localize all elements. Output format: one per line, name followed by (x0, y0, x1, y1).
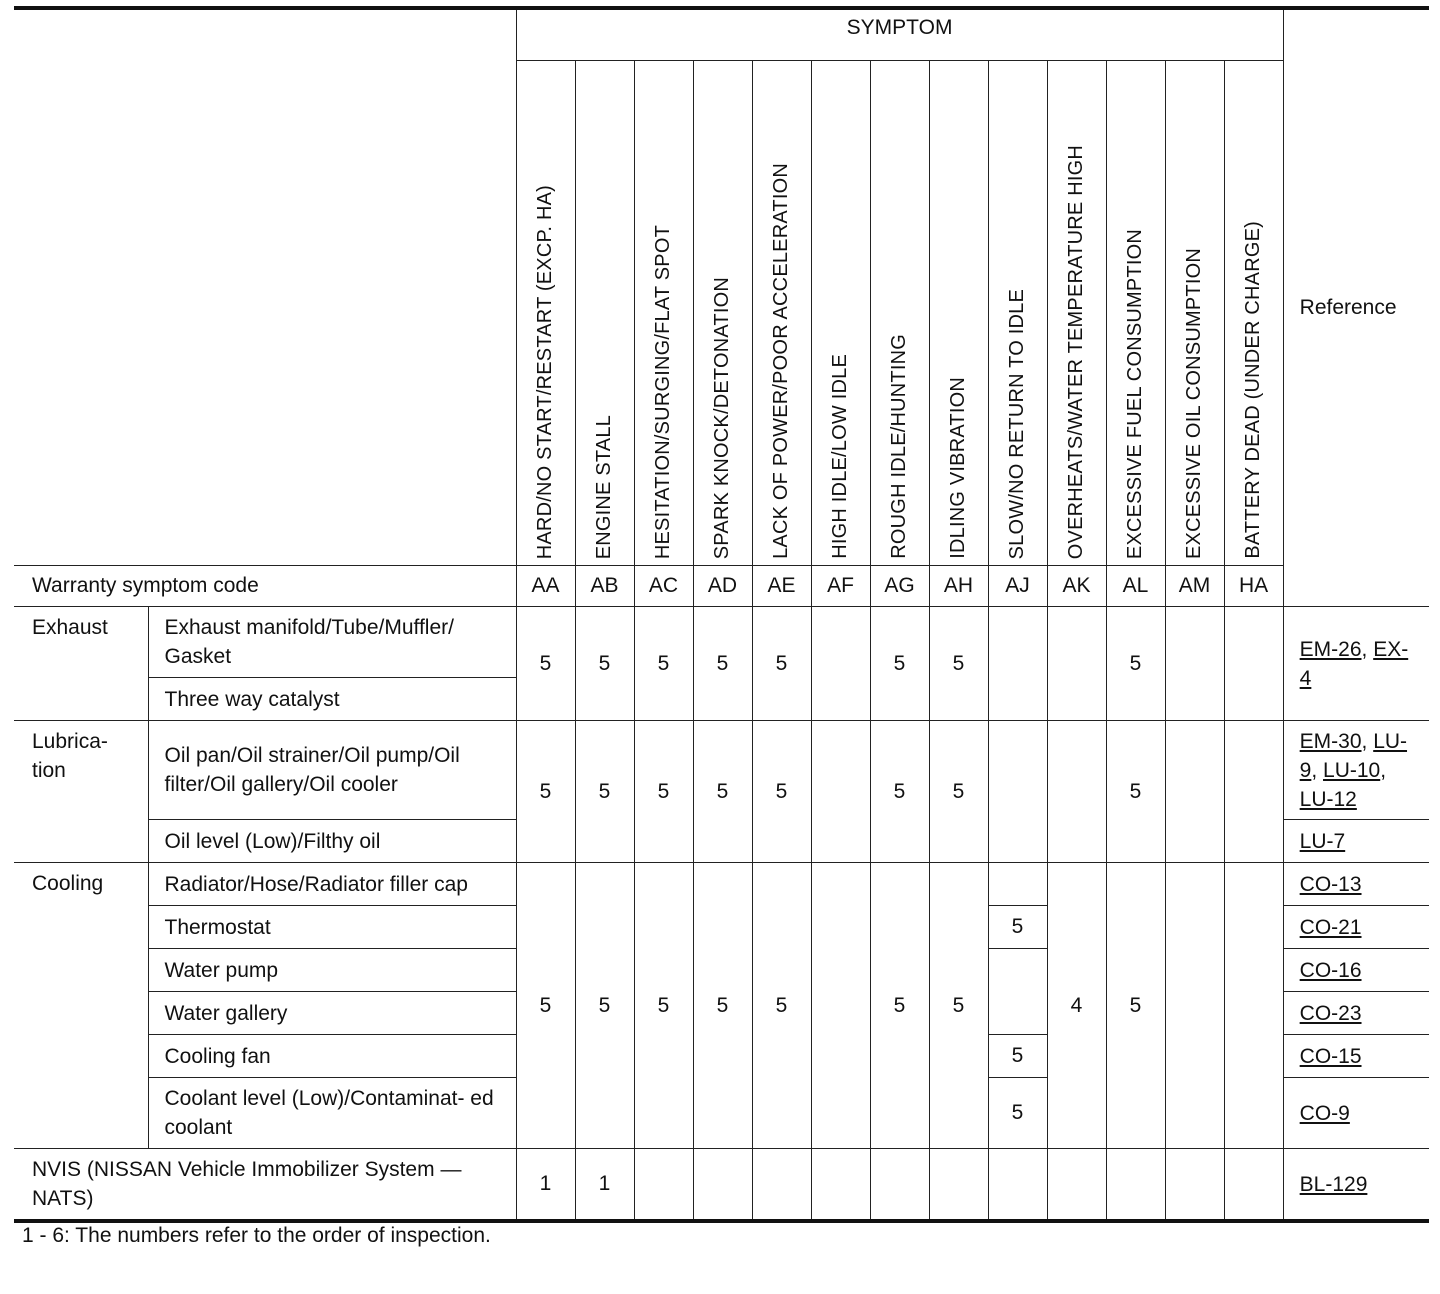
table-row (14, 721, 1429, 820)
symptom-name: SPARK KNOCK/DETONATION (711, 276, 733, 559)
value-cell: 5 (752, 863, 811, 1149)
value-cell (1224, 607, 1283, 721)
reference-cell (1283, 906, 1429, 949)
group-lubrication: Lubrica- tion (14, 721, 148, 863)
symptom-header (752, 61, 811, 566)
value-cell (1165, 607, 1224, 721)
symptom-name: EXCESSIVE FUEL CONSUMPTION (1124, 228, 1146, 559)
value-cell (1047, 1149, 1106, 1222)
value-cell: 5 (870, 863, 929, 1149)
value-cell (988, 949, 1047, 1035)
symptom-code: AK (1047, 566, 1106, 607)
item-coolant-level: Coolant level (Low)/Contaminat- ed coolant (148, 1078, 516, 1149)
value-cell (929, 1149, 988, 1222)
value-cell: 5 (1106, 863, 1165, 1149)
value-cell: 5 (1106, 607, 1165, 721)
symptom-name: ROUGH IDLE/HUNTING (888, 334, 910, 559)
symptom-code: AA (516, 566, 575, 607)
value-cell (988, 721, 1047, 863)
nvis-label: NVIS (NISSAN Vehicle Immobilizer System — NATS) (14, 1149, 516, 1222)
value-cell (811, 607, 870, 721)
symptom-code: AM (1165, 566, 1224, 607)
table-row (14, 1149, 1429, 1222)
item-thermostat: Thermostat (148, 906, 516, 949)
symptom-code: AE (752, 566, 811, 607)
item-oil-pan: Oil pan/Oil strainer/Oil pump/Oil filter/Oil gallery/Oil cooler (148, 721, 516, 820)
ref-link[interactable]: CO-23 (1299, 1001, 1362, 1025)
ref-link[interactable]: EX- 4 (1299, 637, 1409, 690)
value-cell: 5 (988, 906, 1047, 949)
value-cell: 5 (988, 1035, 1047, 1078)
value-cell: 5 (693, 863, 752, 1149)
reference-cell (1283, 992, 1429, 1035)
value-cell (1106, 1149, 1165, 1222)
reference-cell (1283, 949, 1429, 992)
reference-cell (1283, 863, 1429, 906)
ref-link[interactable]: BL-129 (1299, 1172, 1368, 1196)
ref-link[interactable]: CO-16 (1299, 958, 1362, 982)
symptom-name: HIGH IDLE/LOW IDLE (829, 354, 851, 559)
ref-link[interactable]: LU- 9 (1299, 729, 1408, 782)
symptom-code: AB (575, 566, 634, 607)
value-cell (752, 1149, 811, 1222)
warranty-code-row (14, 566, 1429, 607)
symptom-code: AG (870, 566, 929, 607)
symptom-name: ENGINE STALL (593, 414, 615, 559)
ref-link[interactable]: CO-15 (1299, 1044, 1362, 1068)
ref-link[interactable]: CO-9 (1299, 1101, 1350, 1125)
value-cell: 5 (575, 721, 634, 863)
symptom-code: AD (693, 566, 752, 607)
symptom-title: SYMPTOM (516, 8, 1283, 61)
symptom-header (1165, 61, 1224, 566)
symptom-header (634, 61, 693, 566)
item-oil-level: Oil level (Low)/Filthy oil (148, 820, 516, 863)
symptom-name: HESITATION/SURGING/FLAT SPOT (652, 224, 674, 559)
value-cell (811, 1149, 870, 1222)
value-cell (811, 721, 870, 863)
symptom-name: HARD/NO START/RESTART (EXCP. HA) (534, 184, 556, 559)
symptom-code: AF (811, 566, 870, 607)
value-cell: 5 (693, 721, 752, 863)
value-cell: 5 (516, 721, 575, 863)
ref-link[interactable]: CO-21 (1299, 915, 1362, 939)
header-blank (14, 8, 516, 566)
symptom-header (1047, 61, 1106, 566)
symptom-name: OVERHEATS/WATER TEMPERATURE HIGH (1065, 144, 1087, 559)
value-cell (1165, 863, 1224, 1149)
group-cooling: Cooling (14, 863, 148, 1149)
symptom-header (516, 61, 575, 566)
reference-cell: EM-30, LU- 9, LU-10, LU-12 (1283, 721, 1429, 820)
value-cell (988, 1149, 1047, 1222)
footnote: 1 - 6: The numbers refer to the order of inspection. (22, 1224, 491, 1247)
ref-link[interactable]: EM-30 (1299, 729, 1362, 753)
value-cell: 1 (516, 1149, 575, 1222)
symptom-code: AJ (988, 566, 1047, 607)
item-water-gallery: Water gallery (148, 992, 516, 1035)
symptom-code: AC (634, 566, 693, 607)
value-cell: 5 (1106, 721, 1165, 863)
reference-header: Reference (1283, 8, 1429, 607)
reference-cell (1283, 1035, 1429, 1078)
value-cell: 4 (1047, 863, 1106, 1149)
item-three-way-catalyst: Three way catalyst (148, 678, 516, 721)
value-cell (988, 607, 1047, 721)
value-cell: 5 (634, 721, 693, 863)
reference-cell: EM-26, EX- 4 (1283, 607, 1429, 721)
value-cell: 5 (929, 607, 988, 721)
value-cell: 5 (870, 607, 929, 721)
reference-cell (1283, 1078, 1429, 1149)
value-cell (1224, 721, 1283, 863)
value-cell (1047, 721, 1106, 863)
symptom-code: HA (1224, 566, 1283, 607)
ref-link[interactable]: LU-12 (1299, 787, 1357, 811)
symptom-name: SLOW/NO RETURN TO IDLE (1006, 288, 1028, 559)
table-row (14, 607, 1429, 678)
value-cell (1165, 721, 1224, 863)
value-cell: 5 (752, 607, 811, 721)
item-exhaust-manifold: Exhaust manifold/Tube/Muffler/ Gasket (148, 607, 516, 678)
value-cell: 5 (752, 721, 811, 863)
value-cell: 5 (870, 721, 929, 863)
ref-link[interactable]: CO-13 (1299, 872, 1362, 896)
symptom-code: AH (929, 566, 988, 607)
value-cell (811, 863, 870, 1149)
symptom-header (693, 61, 752, 566)
value-cell (870, 1149, 929, 1222)
value-cell (1165, 1149, 1224, 1222)
value-cell (634, 1149, 693, 1222)
symptom-code: AL (1106, 566, 1165, 607)
ref-link[interactable]: LU-7 (1299, 829, 1346, 853)
value-cell (1047, 607, 1106, 721)
symptom-header (929, 61, 988, 566)
value-cell: 1 (575, 1149, 634, 1222)
symptom-header (870, 61, 929, 566)
symptom-name: EXCESSIVE OIL CONSUMPTION (1183, 248, 1205, 559)
value-cell: 5 (634, 607, 693, 721)
reference-cell (1283, 1149, 1429, 1222)
item-cooling-fan: Cooling fan (148, 1035, 516, 1078)
symptom-name: BATTERY DEAD (UNDER CHARGE) (1242, 221, 1265, 559)
reference-cell (1283, 820, 1429, 863)
item-water-pump: Water pump (148, 949, 516, 992)
value-cell: 5 (516, 863, 575, 1149)
value-cell: 5 (929, 863, 988, 1149)
value-cell: 5 (988, 1078, 1047, 1149)
value-cell: 5 (516, 607, 575, 721)
ref-link[interactable]: LU-10 (1323, 758, 1381, 782)
symptom-header (1224, 61, 1283, 566)
value-cell (988, 863, 1047, 906)
value-cell (693, 1149, 752, 1222)
value-cell (1224, 863, 1283, 1149)
symptom-header (811, 61, 870, 566)
value-cell: 5 (693, 607, 752, 721)
value-cell (1224, 1149, 1283, 1222)
value-cell: 5 (575, 863, 634, 1149)
group-exhaust: Exhaust (14, 607, 148, 721)
symptom-name: LACK OF POWER/POOR ACCELERATION (770, 163, 792, 559)
value-cell: 5 (929, 721, 988, 863)
symptom-name: IDLING VIBRATION (947, 377, 969, 559)
symptom-table (14, 6, 1429, 1223)
value-cell: 5 (634, 863, 693, 1149)
value-cell: 5 (575, 607, 634, 721)
ref-link[interactable]: EM-26 (1299, 637, 1362, 661)
symptom-header (1106, 61, 1165, 566)
item-radiator: Radiator/Hose/Radiator filler cap (148, 863, 516, 906)
symptom-header (575, 61, 634, 566)
table-row (14, 863, 1429, 906)
warranty-label: Warranty symptom code (14, 566, 516, 607)
symptom-header (988, 61, 1047, 566)
